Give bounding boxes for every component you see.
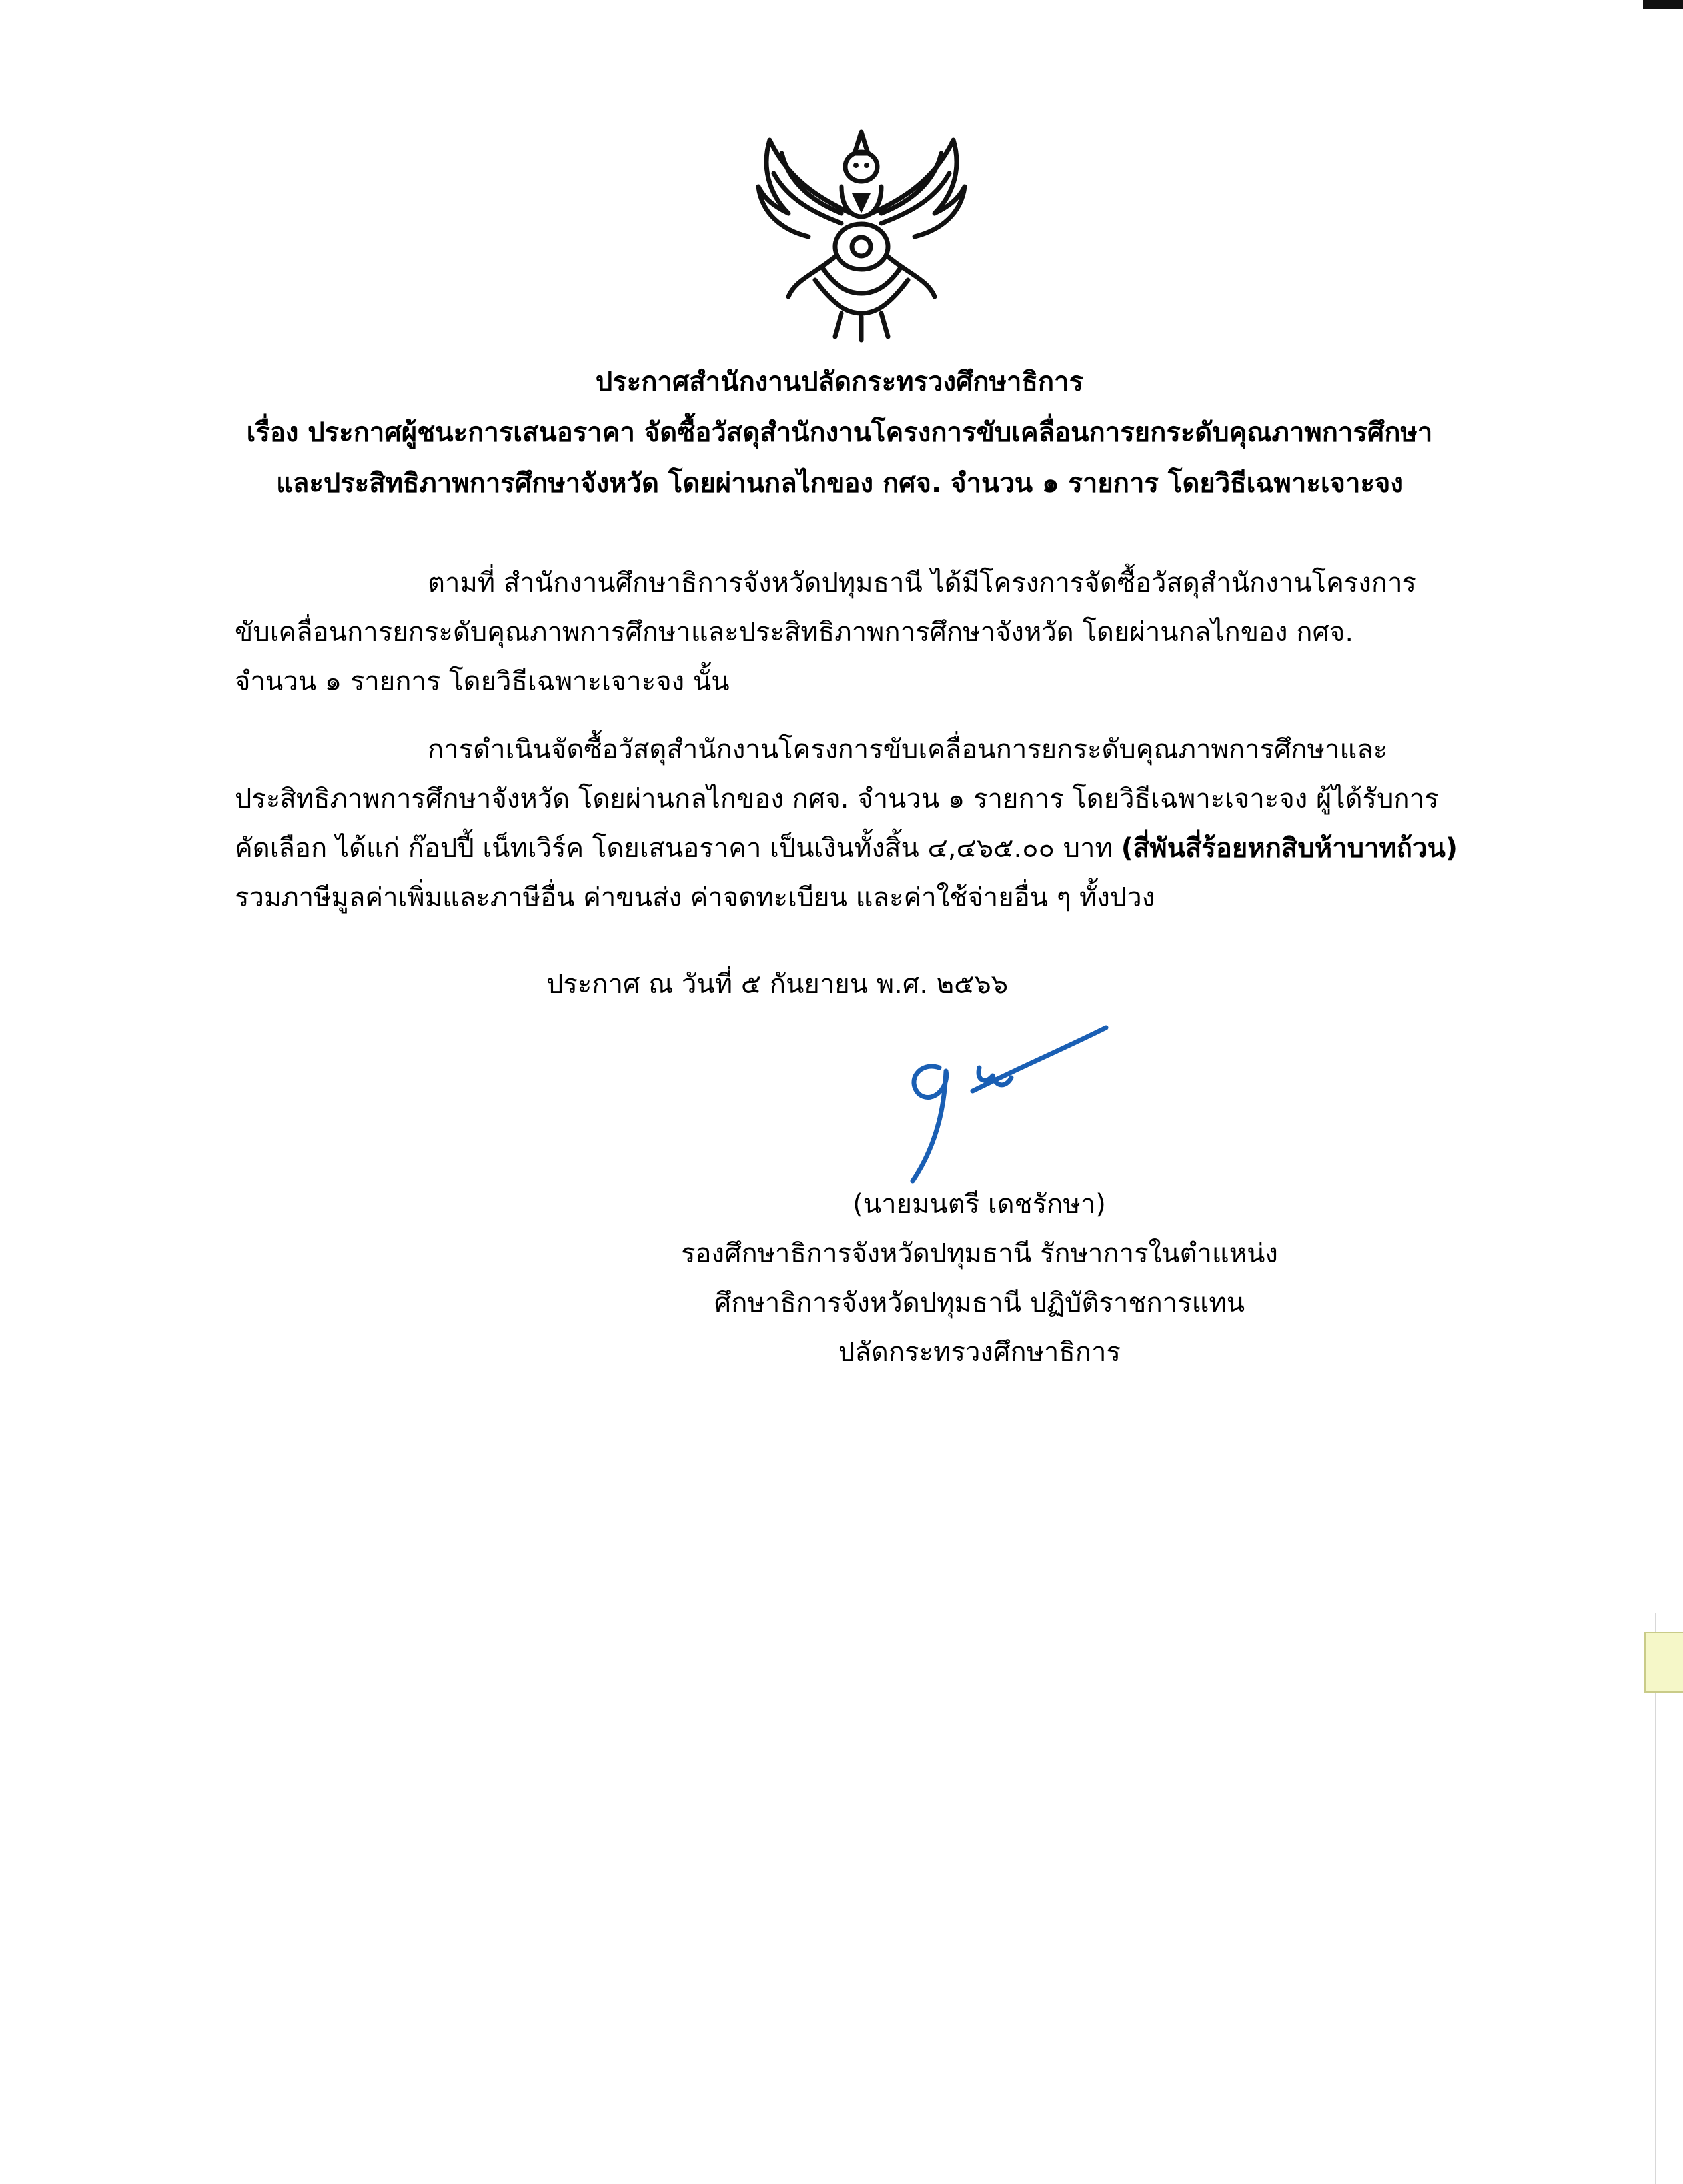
scan-edge-line (1655, 1613, 1656, 2184)
announcement-subject-line2: และประสิทธิภาพการศึกษาจังหวัด โดยผ่านกลไกของ กศจ. จำนวน ๑ รายการ โดยวิธีเฉพาะเจาะจง (276, 468, 1403, 499)
handwritten-signature (893, 1014, 1119, 1188)
amount-in-words: (สี่พันสี่ร้อยหกสิบห้าบาทถ้วน) (1121, 833, 1458, 864)
paragraph2-line4: รวมภาษีมูลค่าเพิ่มและภาษีอื่น ค่าขนส่ง ค่าจดทะเบียน และค่าใช้จ่ายอื่น ๆ ทั้งปวง (235, 882, 1155, 913)
paragraph1-line2: ขับเคลื่อนการยกระดับคุณภาพการศึกษาและประสิทธิภาพการศึกษาจังหวัด โดยผ่านกลไกของ กศจ. (235, 617, 1354, 648)
paragraph2-line1: การดำเนินจัดซื้อวัสดุสำนักงานโครงการขับเคลื่อนการยกระดับคุณภาพการศึกษาและ (428, 734, 1388, 765)
announcement-title: ประกาศสำนักงานปลัดกระทรวงศึกษาธิการ (595, 367, 1084, 397)
announcement-subject-line1: เรื่อง ประกาศผู้ชนะการเสนอราคา จัดซื้อวัสดุสำนักงานโครงการขับเคลื่อนการยกระดับคุณภาพการศึกษา (246, 417, 1433, 448)
paragraph1-line3: จำนวน ๑ รายการ โดยวิธีเฉพาะเจาะจง นั้น (235, 666, 730, 697)
signatory-position-line3: ปลัดกระทรวงศึกษาธิการ (838, 1337, 1121, 1368)
signatory-position-line1: รองศึกษาธิการจังหวัดปทุมธานี รักษาการในตำแหน่ง (681, 1238, 1278, 1269)
signatory-name: (นายมนตรี เดชรักษา) (853, 1189, 1106, 1220)
amount-value: ๔,๔๖๕.๐๐ (927, 833, 1055, 864)
paragraph2-line2: ประสิทธิภาพการศึกษาจังหวัด โดยผ่านกลไกของ กศจ. จำนวน ๑ รายการ โดยวิธีเฉพาะเจาะจง ผู้ได้รับการ (235, 784, 1439, 814)
signatory-position-line2: ศึกษาธิการจังหวัดปทุมธานี ปฏิบัติราชการแทน (714, 1288, 1245, 1318)
scan-edge-mark (1643, 0, 1683, 9)
paragraph1-line1: ตามที่ สำนักงานศึกษาธิการจังหวัดปทุมธานี ได้มีโครงการจัดซื้อวัสดุสำนักงานโครงการ (428, 568, 1417, 598)
announcement-date: ประกาศ ณ วันที่ ๕ กันยายน พ.ศ. ๒๕๖๖ (546, 969, 1009, 1000)
paragraph2-line3-text: คัดเลือก ได้แก่ ก๊อปปี้ เน็ทเวิร์ค โดยเสนอราคา เป็นเงินทั้งสิ้น (235, 833, 928, 864)
garuda-emblem-icon (742, 113, 981, 353)
paragraph2-line3 (235, 829, 1492, 868)
currency-label: บาท (1054, 833, 1121, 864)
sticky-note-tab (1644, 1632, 1683, 1693)
